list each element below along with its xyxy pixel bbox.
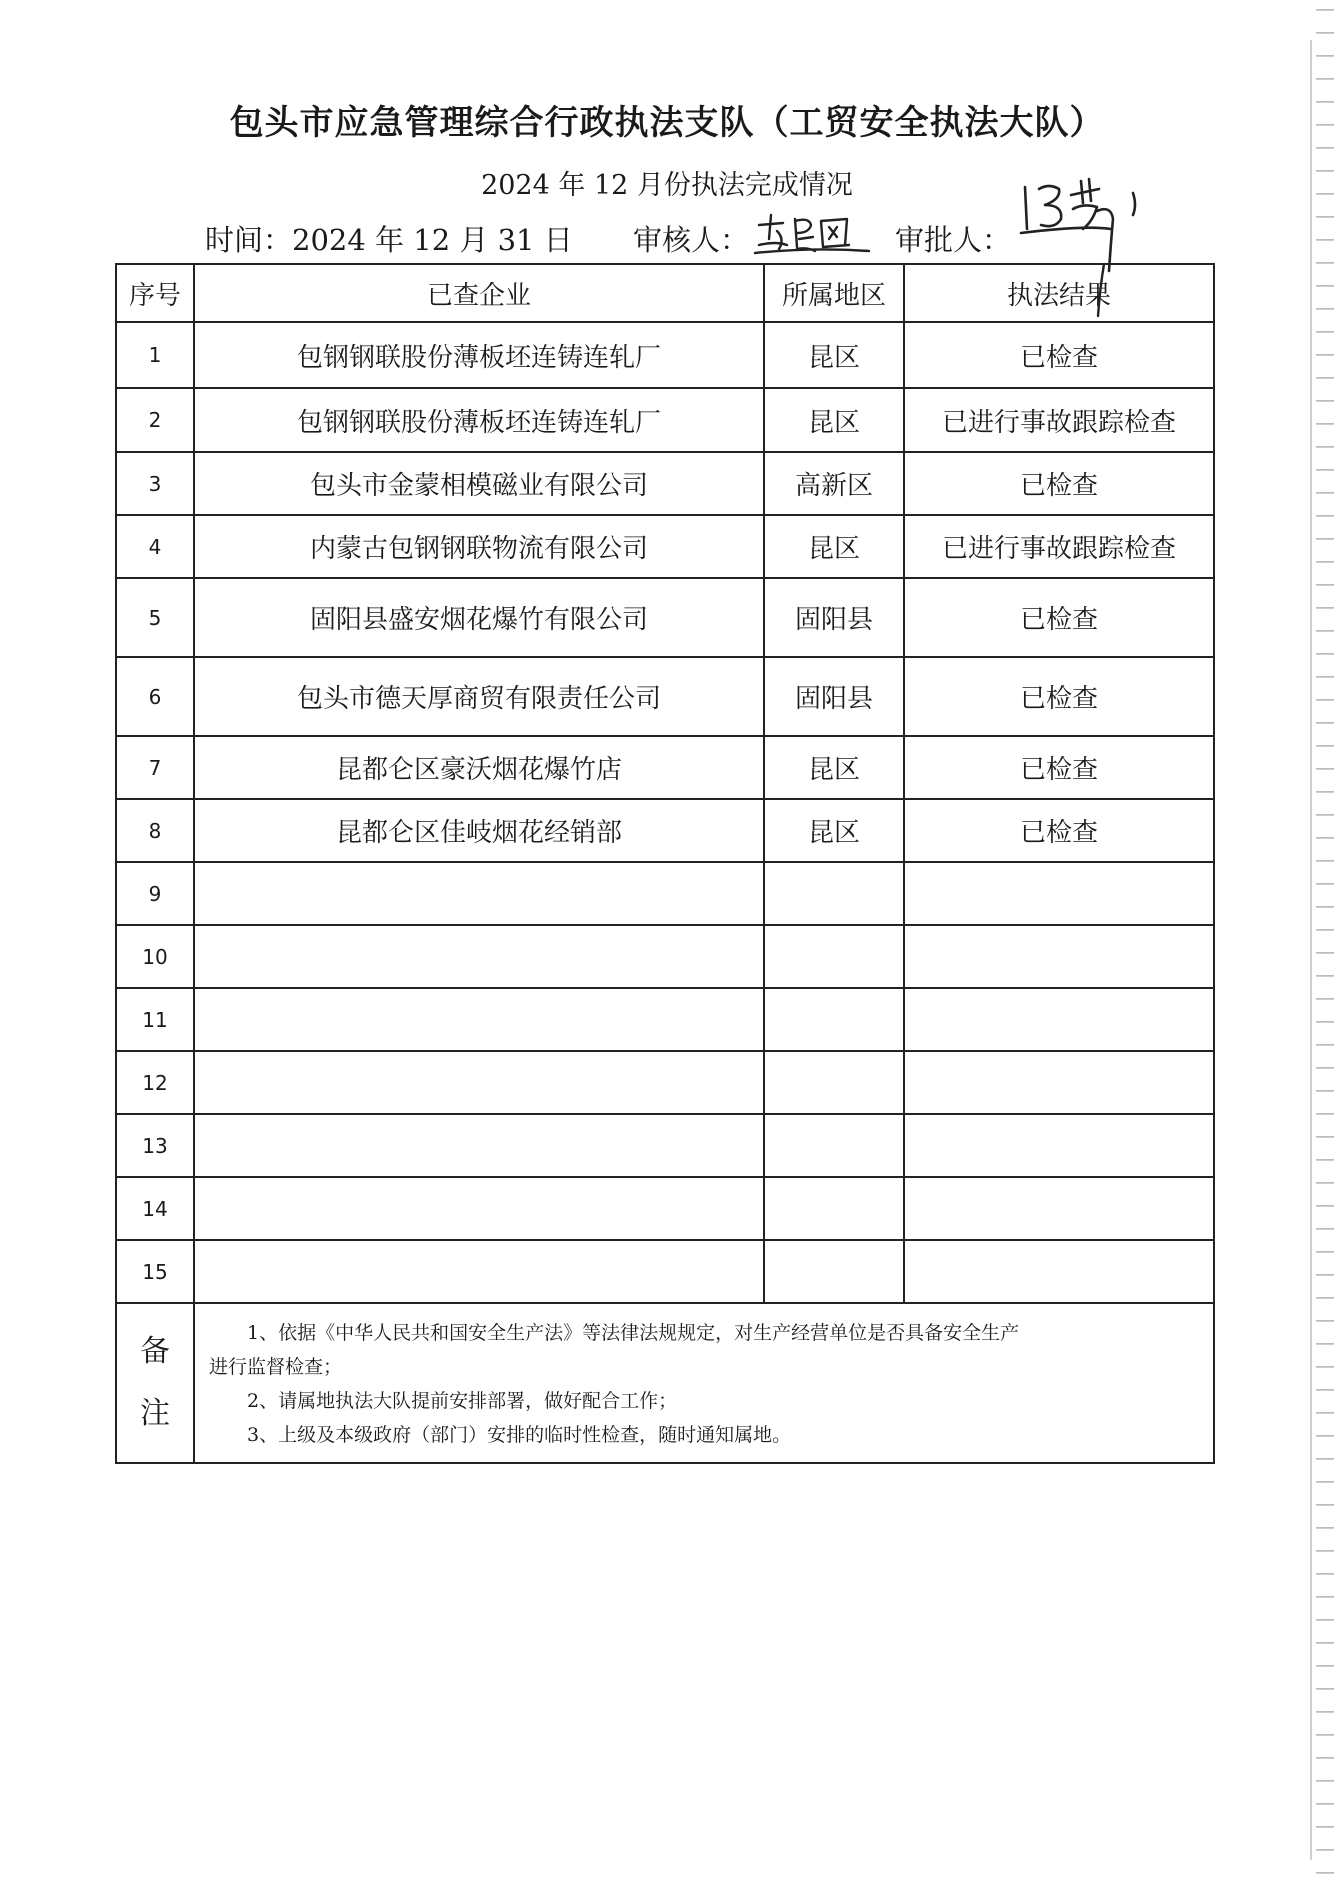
row-number: 7	[116, 736, 194, 799]
table-row	[116, 1240, 1214, 1303]
company-cell	[194, 1177, 764, 1240]
region-cell: 高新区	[764, 452, 904, 515]
remarks-label	[116, 1303, 194, 1463]
region-cell	[764, 862, 904, 925]
row-number: 14	[116, 1177, 194, 1240]
result-cell: 已进行事故跟踪检查	[904, 515, 1214, 578]
company-cell: 固阳县盛安烟花爆竹有限公司	[194, 578, 764, 657]
company-cell	[194, 925, 764, 988]
row-number: 8	[116, 799, 194, 862]
remark-item-1: 1、依据《中华人民共和国安全生产法》等法律法规规定，对生产经营单位是否具备安全生产	[247, 1322, 1020, 1344]
reviewer-signature-icon	[753, 211, 871, 257]
table-row	[116, 799, 1214, 862]
row-number: 2	[116, 388, 194, 452]
result-cell	[904, 988, 1214, 1051]
region-cell	[764, 1114, 904, 1177]
row-number: 9	[116, 862, 194, 925]
row-number: 15	[116, 1240, 194, 1303]
table-row	[116, 1051, 1214, 1114]
company-cell: 包头市金蒙相模磁业有限公司	[194, 452, 764, 515]
row-number: 10	[116, 925, 194, 988]
region-cell: 固阳县	[764, 657, 904, 736]
result-cell	[904, 1051, 1214, 1114]
row-number: 1	[116, 322, 194, 388]
result-cell: 已检查	[904, 736, 1214, 799]
region-cell: 昆区	[764, 799, 904, 862]
result-cell	[904, 925, 1214, 988]
result-cell	[904, 1177, 1214, 1240]
document-title: 包头市应急管理综合行政执法支队（工贸安全执法大队）	[229, 103, 1105, 143]
company-cell: 内蒙古包钢钢联物流有限公司	[194, 515, 764, 578]
company-cell: 包钢钢联股份薄板坯连铸连轧厂	[194, 388, 764, 452]
table-row	[116, 515, 1214, 578]
result-cell: 已检查	[904, 799, 1214, 862]
region-cell: 昆区	[764, 515, 904, 578]
region-cell	[764, 988, 904, 1051]
table-row	[116, 388, 1214, 452]
row-number: 6	[116, 657, 194, 736]
approver-signature-tail-icon	[1080, 262, 1120, 322]
row-number: 3	[116, 452, 194, 515]
row-number: 12	[116, 1051, 194, 1114]
remarks-row	[116, 1303, 1214, 1463]
table-row	[116, 657, 1214, 736]
table-row	[116, 988, 1214, 1051]
company-cell	[194, 1114, 764, 1177]
remarks-label-line1: 备	[140, 1334, 170, 1369]
table-row	[116, 862, 1214, 925]
region-cell: 昆区	[764, 322, 904, 388]
company-cell: 昆都仑区豪沃烟花爆竹店	[194, 736, 764, 799]
remark-item-2: 2、请属地执法大队提前安排部署，做好配合工作；	[247, 1390, 678, 1412]
company-cell	[194, 1240, 764, 1303]
table-row	[116, 578, 1214, 657]
table-row	[116, 1114, 1214, 1177]
company-cell	[194, 988, 764, 1051]
remark-item-3: 3、上级及本级政府（部门）安排的临时性检查，随时通知属地。	[247, 1424, 792, 1446]
result-cell	[904, 1114, 1214, 1177]
result-cell: 已进行事故跟踪检查	[904, 388, 1214, 452]
row-number: 11	[116, 988, 194, 1051]
table-header-row	[116, 264, 1214, 322]
company-cell	[194, 1051, 764, 1114]
remark-item-1-continued: 进行监督检查；	[209, 1356, 343, 1378]
region-cell	[764, 1177, 904, 1240]
company-cell: 昆都仑区佳岐烟花经销部	[194, 799, 764, 862]
approver-label: 审批人：	[895, 223, 1012, 257]
result-cell	[904, 1240, 1214, 1303]
result-cell: 已检查	[904, 452, 1214, 515]
region-cell: 固阳县	[764, 578, 904, 657]
region-cell	[764, 1051, 904, 1114]
result-cell: 已检查	[904, 657, 1214, 736]
table-row	[116, 452, 1214, 515]
table-row	[116, 322, 1214, 388]
region-cell	[764, 925, 904, 988]
result-cell: 已检查	[904, 578, 1214, 657]
table-row	[116, 1177, 1214, 1240]
header-region: 所属地区	[764, 264, 904, 322]
remarks-content	[194, 1303, 1214, 1463]
region-cell: 昆区	[764, 736, 904, 799]
scan-edge-artifact	[1316, 0, 1334, 1887]
header-company: 已查企业	[194, 264, 764, 322]
remarks-label-line2: 注	[140, 1396, 170, 1431]
header-result: 执法结果	[904, 264, 1214, 322]
company-cell	[194, 862, 764, 925]
result-cell: 已检查	[904, 322, 1214, 388]
table-row	[116, 925, 1214, 988]
scan-edge-line	[1310, 40, 1312, 1860]
row-number: 5	[116, 578, 194, 657]
time-label: 时间：2024 年 12 月 31 日	[205, 223, 573, 257]
row-number: 13	[116, 1114, 194, 1177]
result-cell	[904, 862, 1214, 925]
meta-line	[205, 215, 1205, 259]
table-row	[116, 736, 1214, 799]
row-number: 4	[116, 515, 194, 578]
company-cell: 包头市德天厚商贸有限责任公司	[194, 657, 764, 736]
document-subtitle: 2024 年 12 月份执法完成情况	[481, 170, 853, 201]
header-no: 序号	[116, 264, 194, 322]
region-cell: 昆区	[764, 388, 904, 452]
region-cell	[764, 1240, 904, 1303]
enforcement-table	[115, 263, 1215, 1464]
company-cell: 包钢钢联股份薄板坯连铸连轧厂	[194, 322, 764, 388]
reviewer-label: 审核人：	[633, 223, 750, 257]
